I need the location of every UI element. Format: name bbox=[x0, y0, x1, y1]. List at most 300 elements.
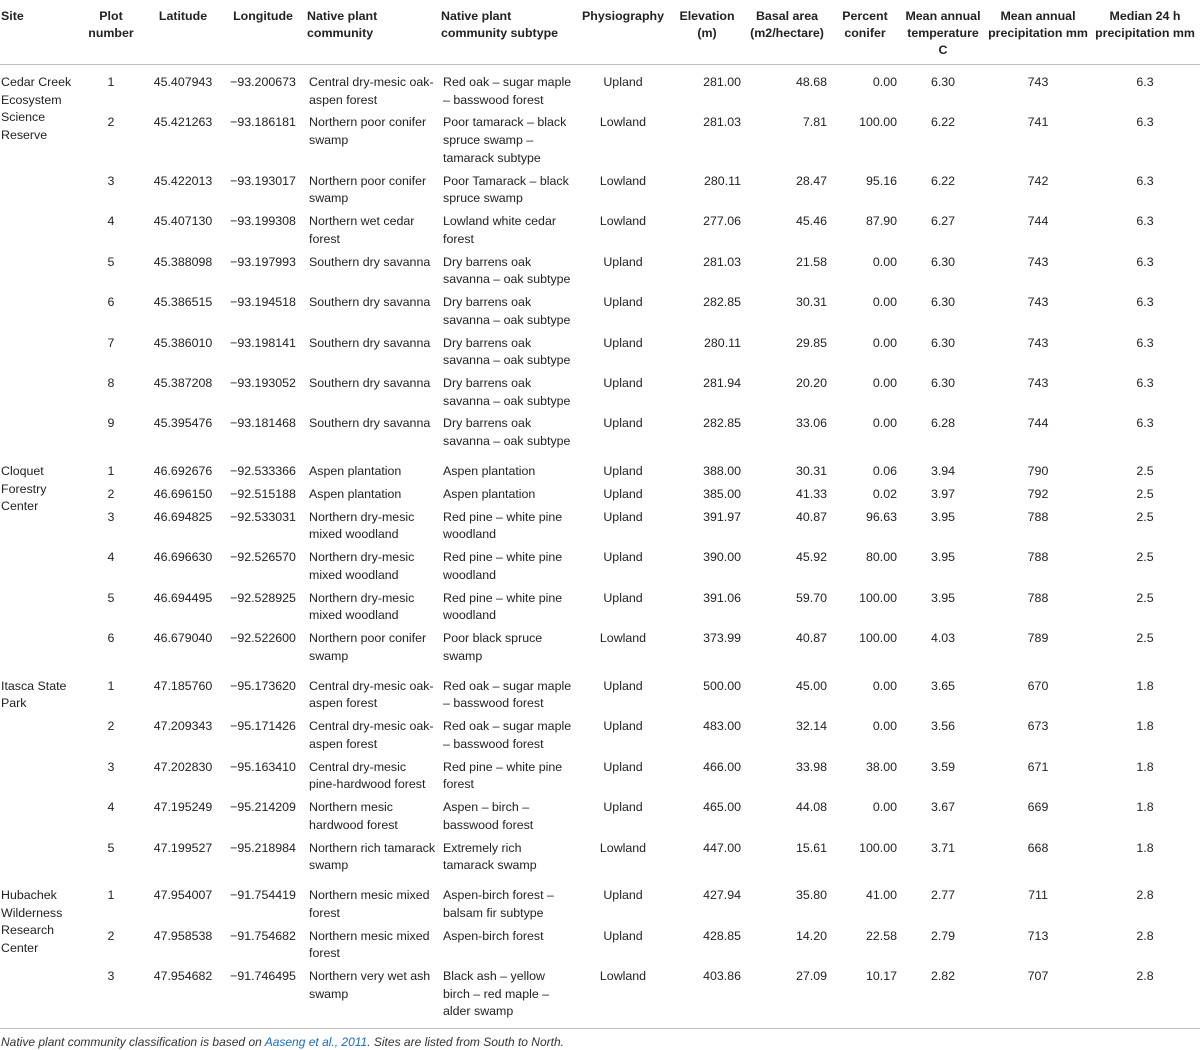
temperature-cell: 3.65 bbox=[930, 678, 956, 693]
longitude-cell: −93.181468 bbox=[230, 416, 296, 431]
elevation-cell: 391.97 bbox=[703, 509, 741, 524]
basal-area-cell: 45.92 bbox=[795, 550, 827, 565]
temperature-cell: 4.03 bbox=[930, 631, 956, 646]
latitude-cell: 46.696150 bbox=[153, 486, 213, 501]
table-footnote bbox=[0, 1028, 1200, 1050]
community-cell: Southern dry savanna bbox=[309, 375, 431, 390]
physiography-cell: Upland bbox=[603, 509, 643, 524]
physiography-cell: Upland bbox=[603, 800, 643, 815]
temperature-cell: 6.30 bbox=[930, 254, 956, 269]
plot-number-cell: 1 bbox=[107, 463, 115, 478]
basal-area-cell: 35.80 bbox=[795, 888, 827, 903]
basal-area-cell: 41.33 bbox=[795, 486, 827, 501]
elevation-cell: 281.94 bbox=[703, 375, 741, 390]
median-precipitation-cell: 2.5 bbox=[1136, 509, 1154, 524]
table-row bbox=[0, 373, 1200, 413]
precipitation-cell: 670 bbox=[1027, 678, 1049, 693]
latitude-cell: 46.679040 bbox=[153, 631, 213, 646]
elevation-cell: 282.85 bbox=[703, 416, 741, 431]
subtype-cell: Dry barrens oak savanna – oak subtype bbox=[443, 295, 571, 327]
median-precipitation-cell: 1.8 bbox=[1136, 759, 1154, 774]
median-precipitation-cell: 2.5 bbox=[1136, 463, 1154, 478]
latitude-cell: 46.694825 bbox=[153, 509, 213, 524]
community-cell: Northern dry-mesic mixed woodland bbox=[309, 509, 415, 542]
elevation-cell: 280.11 bbox=[704, 173, 741, 188]
site-cell: Cloquet Forestry Center bbox=[1, 463, 47, 514]
longitude-cell: −93.199308 bbox=[230, 214, 296, 229]
table-row bbox=[0, 112, 1200, 170]
physiography-cell: Upland bbox=[603, 486, 643, 501]
subtype-cell: Red pine – white pine woodland bbox=[443, 590, 563, 623]
plot-number-cell: 9 bbox=[107, 416, 115, 431]
subtype-cell: Aspen-birch forest bbox=[443, 928, 544, 943]
physiography-cell: Upland bbox=[603, 335, 643, 350]
median-precipitation-cell: 6.3 bbox=[1136, 416, 1154, 431]
table-row bbox=[0, 292, 1200, 332]
median-precipitation-cell: 6.3 bbox=[1136, 214, 1154, 229]
basal-area-cell: 48.68 bbox=[795, 75, 827, 89]
percent-conifer-cell: 22.58 bbox=[865, 928, 897, 943]
elevation-cell: 466.00 bbox=[703, 759, 741, 774]
longitude-cell: −95.218984 bbox=[230, 840, 296, 855]
median-precipitation-cell: 2.8 bbox=[1136, 928, 1154, 943]
basal-area-cell: 15.61 bbox=[795, 840, 827, 855]
median-precipitation-cell: 2.5 bbox=[1136, 631, 1154, 646]
precipitation-cell: 707 bbox=[1027, 969, 1049, 984]
basal-area-cell: 30.31 bbox=[795, 295, 827, 310]
table-row bbox=[0, 757, 1200, 797]
longitude-cell: −93.197993 bbox=[230, 254, 296, 269]
elevation-cell: 390.00 bbox=[703, 550, 741, 565]
latitude-cell: 45.422013 bbox=[153, 173, 213, 188]
longitude-cell: −95.173620 bbox=[230, 678, 296, 693]
precipitation-cell: 792 bbox=[1027, 486, 1049, 501]
elevation-cell: 281.03 bbox=[703, 254, 741, 269]
median-precipitation-cell: 6.3 bbox=[1136, 115, 1154, 130]
physiography-cell: Upland bbox=[603, 678, 643, 693]
subtype-cell: Dry barrens oak savanna – oak subtype bbox=[443, 335, 571, 368]
temperature-cell: 6.30 bbox=[930, 335, 956, 350]
subtype-cell: Red oak – sugar maple – basswood forest bbox=[443, 75, 572, 107]
physiography-cell: Upland bbox=[603, 416, 643, 431]
community-cell: Northern dry-mesic mixed woodland bbox=[309, 590, 415, 623]
longitude-cell: −93.194518 bbox=[230, 295, 296, 310]
physiography-cell: Lowland bbox=[599, 631, 647, 646]
subtype-cell: Dry barrens oak savanna – oak subtype bbox=[443, 254, 571, 287]
physiography-cell: Lowland bbox=[599, 214, 647, 229]
table-row bbox=[0, 252, 1200, 292]
percent-conifer-cell: 0.00 bbox=[872, 75, 897, 89]
basal-area-cell: 40.87 bbox=[795, 509, 827, 524]
latitude-cell: 46.696630 bbox=[153, 550, 213, 565]
subtype-cell: Dry barrens oak savanna – oak subtype bbox=[443, 375, 571, 408]
percent-conifer-cell: 96.63 bbox=[865, 509, 897, 524]
community-cell: Central dry-mesic oak-aspen forest bbox=[309, 678, 434, 711]
plot-number-cell: 6 bbox=[107, 631, 115, 646]
elevation-cell: 280.11 bbox=[704, 335, 741, 350]
table-body bbox=[0, 65, 1200, 1025]
elevation-cell: 385.00 bbox=[703, 486, 741, 501]
longitude-cell: −93.193052 bbox=[230, 375, 296, 390]
precipitation-cell: 743 bbox=[1027, 254, 1049, 269]
table-row bbox=[0, 926, 1200, 966]
table-row bbox=[0, 628, 1200, 668]
subtype-cell: Lowland white cedar forest bbox=[443, 214, 556, 246]
latitude-cell: 46.692676 bbox=[153, 463, 213, 478]
temperature-cell: 6.22 bbox=[930, 173, 956, 188]
site-cell: Itasca State Park bbox=[1, 678, 67, 711]
col-header: Physiography bbox=[576, 0, 670, 65]
percent-conifer-cell: 10.17 bbox=[865, 969, 897, 984]
elevation-cell: 428.85 bbox=[703, 928, 741, 943]
community-cell: Northern mesic hardwood forest bbox=[309, 800, 398, 832]
precipitation-cell: 744 bbox=[1027, 416, 1049, 431]
precipitation-cell: 744 bbox=[1027, 214, 1049, 229]
plot-number-cell: 5 bbox=[107, 590, 115, 605]
longitude-cell: −92.533366 bbox=[230, 463, 296, 478]
subtype-cell: Dry barrens oak savanna – oak subtype bbox=[443, 416, 571, 449]
community-cell: Northern poor conifer swamp bbox=[309, 631, 427, 663]
elevation-cell: 403.86 bbox=[703, 969, 741, 984]
plot-number-cell: 1 bbox=[107, 75, 115, 89]
median-precipitation-cell: 6.3 bbox=[1136, 295, 1154, 310]
median-precipitation-cell: 1.8 bbox=[1136, 800, 1154, 815]
latitude-cell: 47.958538 bbox=[153, 928, 213, 943]
physiography-cell: Upland bbox=[603, 254, 643, 269]
subtype-cell: Extremely rich tamarack swamp bbox=[443, 840, 537, 873]
plot-number-cell: 8 bbox=[107, 375, 115, 390]
col-header: Elevation (m) bbox=[670, 0, 744, 65]
table-row bbox=[0, 669, 1200, 716]
basal-area-cell: 21.58 bbox=[795, 254, 827, 269]
basal-area-cell: 59.70 bbox=[795, 590, 827, 605]
subtype-cell: Red pine – white pine woodland bbox=[443, 509, 563, 542]
elevation-cell: 373.99 bbox=[703, 631, 741, 646]
plot-number-cell: 4 bbox=[107, 800, 115, 815]
community-cell: Northern poor conifer swamp bbox=[309, 115, 427, 148]
latitude-cell: 47.185760 bbox=[153, 678, 213, 693]
longitude-cell: −95.214209 bbox=[230, 800, 296, 815]
community-cell: Northern dry-mesic mixed woodland bbox=[309, 550, 415, 582]
percent-conifer-cell: 100.00 bbox=[859, 840, 897, 855]
percent-conifer-cell: 0.00 bbox=[872, 375, 897, 390]
basal-area-cell: 20.20 bbox=[795, 375, 827, 390]
plot-number-cell: 4 bbox=[107, 214, 115, 229]
physiography-cell: Upland bbox=[603, 928, 643, 943]
community-cell: Aspen plantation bbox=[309, 486, 402, 501]
col-header: Basal area (m2/hectare) bbox=[744, 0, 830, 65]
percent-conifer-cell: 100.00 bbox=[859, 115, 897, 130]
temperature-cell: 3.71 bbox=[930, 840, 956, 855]
col-header: Mean annual temperature C bbox=[900, 0, 986, 65]
plot-number-cell: 1 bbox=[107, 888, 115, 903]
table-row bbox=[0, 878, 1200, 925]
temperature-cell: 6.30 bbox=[930, 75, 956, 89]
percent-conifer-cell: 0.00 bbox=[872, 416, 897, 431]
longitude-cell: −91.754682 bbox=[230, 928, 296, 943]
header-row bbox=[0, 0, 1200, 65]
latitude-cell: 46.694495 bbox=[153, 590, 213, 605]
col-header: Mean annual precipitation mm bbox=[986, 0, 1090, 65]
elevation-cell: 388.00 bbox=[703, 463, 741, 478]
median-precipitation-cell: 2.5 bbox=[1136, 550, 1154, 565]
physiography-cell: Upland bbox=[603, 463, 643, 478]
temperature-cell: 3.56 bbox=[930, 719, 956, 734]
longitude-cell: −91.754419 bbox=[230, 888, 296, 903]
col-header: Longitude bbox=[220, 0, 306, 65]
plot-number-cell: 2 bbox=[107, 115, 115, 130]
footnote-reference-link[interactable]: Aaseng et al., 2011 bbox=[264, 1035, 368, 1050]
precipitation-cell: 742 bbox=[1027, 173, 1049, 188]
percent-conifer-cell: 0.00 bbox=[872, 254, 897, 269]
precipitation-cell: 711 bbox=[1028, 888, 1048, 903]
latitude-cell: 47.199527 bbox=[153, 840, 213, 855]
temperature-cell: 2.79 bbox=[930, 928, 956, 943]
table-row bbox=[0, 413, 1200, 453]
precipitation-cell: 788 bbox=[1027, 590, 1049, 605]
community-cell: Aspen plantation bbox=[309, 463, 402, 478]
basal-area-cell: 7.81 bbox=[802, 115, 827, 130]
latitude-cell: 45.386515 bbox=[153, 295, 213, 310]
precipitation-cell: 743 bbox=[1027, 335, 1049, 350]
physiography-cell: Upland bbox=[603, 550, 643, 565]
temperature-cell: 3.59 bbox=[930, 759, 956, 774]
longitude-cell: −93.198141 bbox=[230, 335, 296, 350]
community-cell: Northern mesic mixed forest bbox=[309, 888, 430, 920]
basal-area-cell: 33.06 bbox=[795, 416, 827, 431]
temperature-cell: 6.30 bbox=[930, 295, 956, 310]
longitude-cell: −91.746495 bbox=[230, 969, 296, 984]
precipitation-cell: 789 bbox=[1027, 631, 1049, 646]
subtype-cell: Poor tamarack – black spruce swamp – tamarack subtype bbox=[443, 115, 567, 165]
longitude-cell: −92.522600 bbox=[230, 631, 296, 646]
precipitation-cell: 673 bbox=[1027, 719, 1049, 734]
latitude-cell: 47.954007 bbox=[153, 888, 213, 903]
subtype-cell: Aspen – birch – basswood forest bbox=[443, 800, 534, 832]
percent-conifer-cell: 41.00 bbox=[865, 888, 897, 903]
basal-area-cell: 27.09 bbox=[795, 969, 827, 984]
precipitation-cell: 790 bbox=[1027, 463, 1049, 478]
percent-conifer-cell: 100.00 bbox=[859, 631, 897, 646]
longitude-cell: −92.526570 bbox=[230, 550, 296, 565]
community-cell: Central dry-mesic pine-hardwood forest bbox=[309, 759, 426, 792]
community-cell: Southern dry savanna bbox=[309, 416, 431, 431]
latitude-cell: 47.209343 bbox=[153, 719, 213, 734]
temperature-cell: 2.77 bbox=[930, 888, 956, 903]
subtype-cell: Red oak – sugar maple – basswood forest bbox=[443, 678, 572, 711]
temperature-cell: 3.94 bbox=[930, 463, 956, 478]
longitude-cell: −95.171426 bbox=[230, 719, 296, 734]
basal-area-cell: 28.47 bbox=[795, 173, 827, 188]
community-cell: Southern dry savanna bbox=[309, 254, 431, 269]
plot-number-cell: 4 bbox=[107, 550, 115, 565]
plot-number-cell: 1 bbox=[107, 678, 115, 693]
subtype-cell: Aspen plantation bbox=[443, 486, 536, 501]
percent-conifer-cell: 0.00 bbox=[872, 295, 897, 310]
physiography-cell: Lowland bbox=[599, 840, 647, 855]
col-header: Latitude bbox=[146, 0, 220, 65]
plot-number-cell: 2 bbox=[107, 719, 115, 734]
subtype-cell: Black ash – yellow birch – red maple – alder swamp bbox=[443, 969, 550, 1019]
median-precipitation-cell: 1.8 bbox=[1136, 719, 1154, 734]
percent-conifer-cell: 0.02 bbox=[872, 486, 897, 501]
col-header: Native plant community bbox=[306, 0, 440, 65]
temperature-cell: 3.95 bbox=[930, 590, 956, 605]
longitude-cell: −92.533031 bbox=[230, 509, 296, 524]
elevation-cell: 281.00 bbox=[703, 75, 741, 89]
table-row bbox=[0, 211, 1200, 251]
table-row bbox=[0, 966, 1200, 1024]
physiography-cell: Upland bbox=[603, 719, 643, 734]
elevation-cell: 282.85 bbox=[703, 295, 741, 310]
physiography-cell: Lowland bbox=[599, 173, 647, 188]
percent-conifer-cell: 87.90 bbox=[865, 214, 897, 229]
temperature-cell: 3.95 bbox=[930, 509, 956, 524]
physiography-cell: Lowland bbox=[599, 115, 647, 130]
precipitation-cell: 668 bbox=[1027, 840, 1049, 855]
subtype-cell: Red pine – white pine forest bbox=[443, 759, 563, 792]
latitude-cell: 45.387208 bbox=[153, 375, 213, 390]
latitude-cell: 45.407130 bbox=[153, 214, 213, 229]
elevation-cell: 500.00 bbox=[703, 678, 741, 693]
community-cell: Northern mesic mixed forest bbox=[309, 928, 430, 961]
percent-conifer-cell: 100.00 bbox=[859, 590, 897, 605]
plot-number-cell: 7 bbox=[107, 335, 115, 350]
precipitation-cell: 671 bbox=[1027, 759, 1049, 774]
percent-conifer-cell: 0.06 bbox=[872, 463, 897, 478]
median-precipitation-cell: 2.5 bbox=[1136, 590, 1154, 605]
table-row bbox=[0, 171, 1200, 211]
subtype-cell: Poor Tamarack – black spruce swamp bbox=[443, 173, 569, 206]
table-row bbox=[0, 333, 1200, 373]
physiography-cell: Upland bbox=[603, 759, 643, 774]
elevation-cell: 277.06 bbox=[703, 214, 741, 229]
median-precipitation-cell: 6.3 bbox=[1136, 173, 1154, 188]
community-cell: Northern poor conifer swamp bbox=[309, 173, 427, 206]
precipitation-cell: 743 bbox=[1027, 295, 1049, 310]
precipitation-cell: 743 bbox=[1027, 375, 1049, 390]
table-row bbox=[0, 716, 1200, 756]
latitude-cell: 47.202830 bbox=[153, 759, 213, 774]
longitude-cell: −93.200673 bbox=[230, 75, 296, 89]
precipitation-cell: 741 bbox=[1027, 115, 1049, 130]
col-header: Site bbox=[0, 0, 76, 65]
percent-conifer-cell: 80.00 bbox=[865, 550, 897, 565]
table-row bbox=[0, 484, 1200, 507]
footnote-text: . Sites are listed from South to North. bbox=[367, 1035, 564, 1050]
table-row bbox=[0, 547, 1200, 587]
temperature-cell: 6.30 bbox=[930, 375, 956, 390]
col-header: Median 24 h precipitation mm bbox=[1090, 0, 1200, 65]
precipitation-cell: 788 bbox=[1027, 550, 1049, 565]
median-precipitation-cell: 1.8 bbox=[1136, 678, 1154, 693]
plot-number-cell: 3 bbox=[107, 759, 115, 774]
table-row bbox=[0, 588, 1200, 628]
percent-conifer-cell: 0.00 bbox=[872, 678, 897, 693]
table-row bbox=[0, 838, 1200, 878]
elevation-cell: 281.03 bbox=[703, 115, 741, 130]
temperature-cell: 6.28 bbox=[930, 416, 956, 431]
precipitation-cell: 713 bbox=[1027, 928, 1049, 943]
subtype-cell: Red pine – white pine woodland bbox=[443, 550, 563, 582]
percent-conifer-cell: 38.00 bbox=[865, 759, 897, 774]
physiography-cell: Upland bbox=[603, 295, 643, 310]
longitude-cell: −92.515188 bbox=[230, 486, 296, 501]
community-cell: Central dry-mesic oak-aspen forest bbox=[309, 719, 434, 751]
elevation-cell: 465.00 bbox=[703, 800, 741, 815]
percent-conifer-cell: 0.00 bbox=[872, 800, 897, 815]
footnote-text: Native plant community classification is based on bbox=[1, 1035, 265, 1050]
table-row bbox=[0, 65, 1200, 113]
col-header: Percent conifer bbox=[830, 0, 900, 65]
plot-number-cell: 3 bbox=[107, 173, 115, 188]
community-cell: Central dry-mesic oak-aspen forest bbox=[309, 75, 434, 107]
subtype-cell: Aspen-birch forest – balsam fir subtype bbox=[443, 888, 554, 920]
community-cell: Northern wet cedar forest bbox=[309, 214, 415, 246]
subtype-cell: Poor black spruce swamp bbox=[443, 631, 543, 663]
plot-number-cell: 3 bbox=[107, 509, 115, 524]
table-row bbox=[0, 454, 1200, 484]
plot-number-cell: 6 bbox=[107, 295, 115, 310]
temperature-cell: 3.67 bbox=[930, 800, 956, 815]
subtype-cell: Red oak – sugar maple – basswood forest bbox=[443, 719, 572, 751]
median-precipitation-cell: 2.5 bbox=[1136, 486, 1154, 501]
temperature-cell: 3.97 bbox=[930, 486, 956, 501]
longitude-cell: −92.528925 bbox=[230, 590, 296, 605]
precipitation-cell: 788 bbox=[1027, 509, 1049, 524]
basal-area-cell: 45.46 bbox=[795, 214, 827, 229]
physiography-cell: Upland bbox=[603, 375, 643, 390]
median-precipitation-cell: 1.8 bbox=[1136, 840, 1154, 855]
longitude-cell: −93.193017 bbox=[230, 173, 296, 188]
basal-area-cell: 32.14 bbox=[795, 719, 827, 734]
precipitation-cell: 743 bbox=[1027, 75, 1049, 89]
temperature-cell: 3.95 bbox=[930, 550, 956, 565]
table-row bbox=[0, 797, 1200, 837]
basal-area-cell: 45.00 bbox=[795, 678, 827, 693]
median-precipitation-cell: 2.8 bbox=[1136, 969, 1154, 984]
basal-area-cell: 40.87 bbox=[795, 631, 827, 646]
temperature-cell: 6.22 bbox=[930, 115, 956, 130]
plot-number-cell: 5 bbox=[107, 254, 115, 269]
subtype-cell: Aspen plantation bbox=[443, 463, 536, 478]
basal-area-cell: 30.31 bbox=[795, 463, 827, 478]
plot-number-cell: 2 bbox=[107, 928, 115, 943]
median-precipitation-cell: 2.8 bbox=[1136, 888, 1154, 903]
latitude-cell: 45.421263 bbox=[153, 115, 213, 130]
table-row bbox=[0, 507, 1200, 547]
elevation-cell: 427.94 bbox=[703, 888, 741, 903]
col-header: Plot number bbox=[76, 0, 146, 65]
latitude-cell: 47.954682 bbox=[153, 969, 213, 984]
latitude-cell: 45.395476 bbox=[153, 416, 213, 431]
site-cell: Cedar Creek Ecosystem Science Reserve bbox=[1, 75, 72, 142]
community-cell: Northern rich tamarack swamp bbox=[309, 840, 436, 873]
site-cell: Hubachek Wilderness Research Center bbox=[1, 888, 63, 955]
basal-area-cell: 44.08 bbox=[795, 800, 827, 815]
percent-conifer-cell: 95.16 bbox=[865, 173, 897, 188]
latitude-cell: 45.407943 bbox=[153, 75, 213, 89]
temperature-cell: 2.82 bbox=[930, 969, 956, 984]
percent-conifer-cell: 0.00 bbox=[872, 719, 897, 734]
median-precipitation-cell: 6.3 bbox=[1136, 375, 1154, 390]
physiography-cell: Upland bbox=[603, 75, 643, 89]
community-cell: Southern dry savanna bbox=[309, 335, 431, 350]
latitude-cell: 45.388098 bbox=[153, 254, 213, 269]
physiography-cell: Lowland bbox=[599, 969, 647, 984]
latitude-cell: 45.386010 bbox=[153, 335, 213, 350]
longitude-cell: −95.163410 bbox=[230, 759, 296, 774]
